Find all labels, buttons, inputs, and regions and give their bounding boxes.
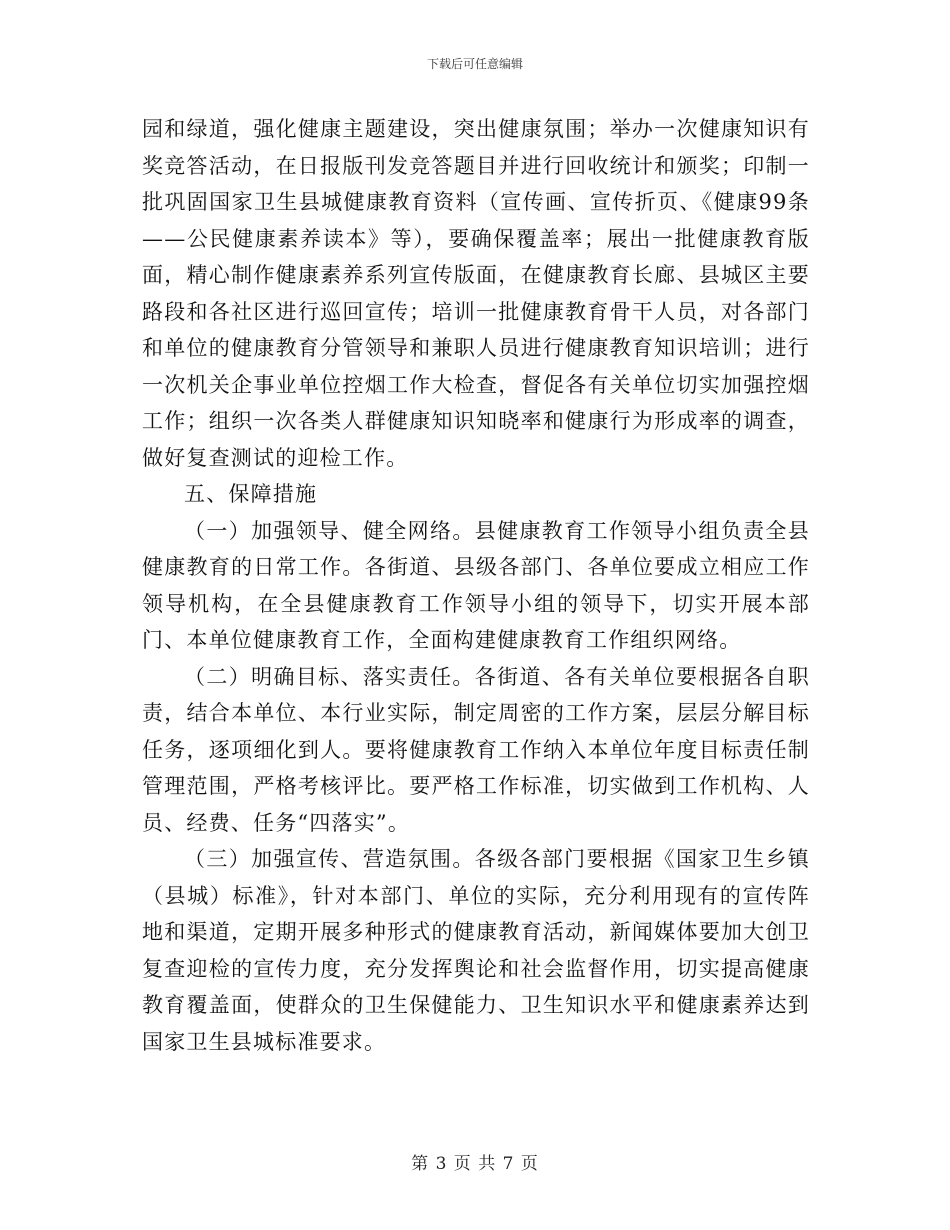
document-body <box>142 111 810 1060</box>
page-number: 第 3 页 共 7 页 <box>411 1154 539 1174</box>
download-note: 下载后可任意编辑 <box>426 57 523 71</box>
paragraph-leadership: （一）加强领导、健全网络。县健康教育工作领导小组负责全县健康教育的日常工作。各街道、县级各部门、各单位要成立相应工作领导机构，在全县健康教育工作领导小组的领导下，切实开展本部门、本单位健康教育工作，全面构建健康教育工作组织网络。 <box>142 518 810 652</box>
paragraph-responsibility: （二）明确目标、落实责任。各街道、各有关单位要根据各自职责，结合本单位、本行业实际，制定周密的工作方案，层层分解目标任务，逐项细化到人。要将健康教育工作纳入本单位年度目标责任制管理范围，严格考核评比。要严格工作标准，切实做到工作机构、人员、经费、任务“四落实”。 <box>142 664 810 835</box>
paragraph-publicity: （三）加强宣传、营造氛围。各级各部门要根据《国家卫生乡镇（县城）标准》，针对本部门、单位的实际，充分利用现有的宣传阵地和渠道，定期开展多种形式的健康教育活动，新闻媒体要加大创卫复查迎检的宣传力度，充分发挥舆论和社会监督作用，切实提高健康教育覆盖面，使群众的卫生保健能力、卫生知识水平和健康素养达到国家卫生县城标准要求。 <box>142 847 810 1054</box>
paragraph-continued: 园和绿道，强化健康主题建设，突出健康氛围；举办一次健康知识有奖竞答活动，在日报版刊发竞答题目并进行回收统计和颁奖；印制一批巩固国家卫生县城健康教育资料（宣传画、宣传折页、《健康99条——公民健康素养读本》等），要确保覆盖率；展出一批健康教育版面，精心制作健康素养系列宣传版面，在健康教育长廊、县城区主要路段和各社区进行巡回宣传；培训一批健康教育骨干人员，对各部门和单位的健康教育分管领导和兼职人员进行健康教育知识培训；进行一次机关企事业单位控烟工作大检查，督促各有关单位切实加强控烟工作；组织一次各类人群健康知识知晓率和健康行为形成率的调查，做好复查测试的迎检工作。 <box>142 117 810 470</box>
section-heading-safeguards: 五、保障措施 <box>184 482 318 506</box>
